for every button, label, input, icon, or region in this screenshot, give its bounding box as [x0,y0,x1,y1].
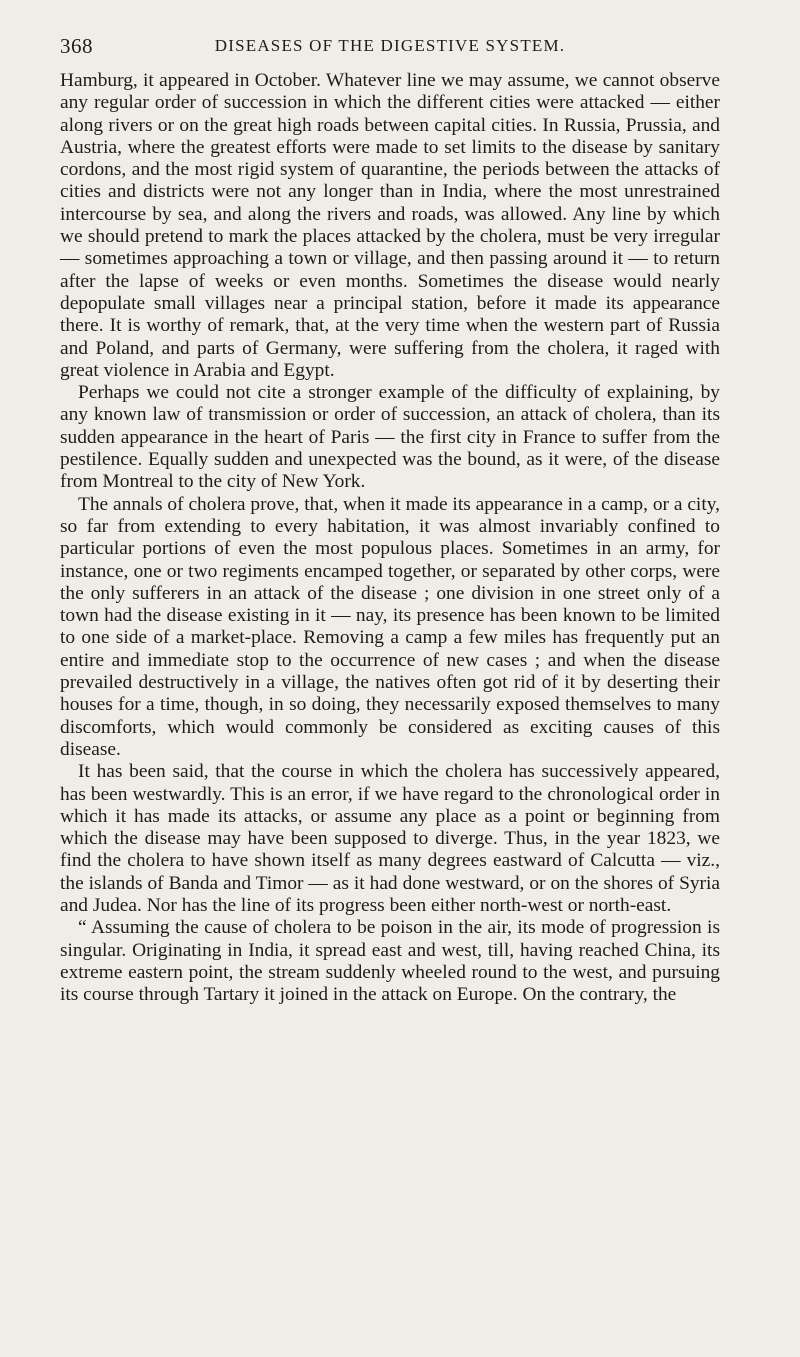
body-text [60,70,720,1006]
paragraph-2: Perhaps we could not cite a stronger example of the difficulty of explaining, by any known law of transmission or order of succession, an attack of cholera, than its sudden appearance in the heart of Paris — the first city in France to suffer from the pestilence. Equally sudden and unexpected was the bound, as it were, of the disease from Montreal to the city of New York. [60,382,720,493]
running-head [60,34,720,62]
paragraph-3: The annals of cholera prove, that, when it made its appearance in a camp, or a city, so far from extending to every habitation, it was almost invariably confined to particular portions of even the most populous places. Sometimes in an army, for instance, one or two regiments encamped together, or separated by other corps, were the only sufferers in an attack of the disease ; one division in one street only of a town had the disease existing in it — nay, its presence has been known to be limited to one side of a market-place. Removing a camp a few miles has frequently put an entire and immediate stop to the occurrence of new cases ; and when the disease prevailed destructively in a village, the natives often got rid of it by deserting their houses for a time, though, in so doing, they necessarily exposed themselves to many discomforts, which would commonly be considered as exciting causes of this disease. [60,493,720,760]
page-number: 368 [60,34,93,58]
paragraph-5: “ Assuming the cause of cholera to be poison in the air, its mode of progression is singular. Originating in India, it spread east and west, till, having reached China, its extreme eastern point, the stream suddenly wheeled round to the west, and pursuing its course through Tartary it joined in the attack on Europe. On the contrary, the [60,917,720,1006]
paragraph-1: Hamburg, it appeared in October. Whatever line we may assume, we cannot observe any regular order of succession in which the different cities were attacked — either along rivers or on the great high roads between capital cities. In Russia, Prussia, and Austria, where the greatest efforts were made to set limits to the disease by sanitary cordons, and the most rigid system of quarantine, the periods between the attacks of cities and districts were not any longer than in India, where the most unrestrained intercourse by sea, and along the rivers and roads, was allowed. Any line by which we should pretend to mark the places attacked by the cholera, must be very irregular — sometimes approaching a town or village, and then passing around it — to return after the lapse of weeks or even months. Sometimes the disease would nearly depopulate small villages near a principal station, before it made its appearance there. It is worthy of remark, that, at the very time when the western part of Russia and Poland, and parts of Germany, were suffering from the cholera, it raged with great violence in Arabia and Egypt. [60,70,720,381]
running-title: DISEASES OF THE DIGESTIVE SYSTEM. [214,36,566,55]
paragraph-4: It has been said, that the course in which the cholera has successively appeared, has been westwardly. This is an error, if we have regard to the chronological order in which it has made its attacks, or assume any place as a point or beginning from which the disease may have been supposed to diverge. Thus, in the year 1823, we find the cholera to have shown itself as many degrees eastward of Calcutta — viz., the islands of Banda and Timor — as it had done westward, or on the shores of Syria and Judea. Nor has the line of its progress been either north-west or north-east. [60,761,720,916]
